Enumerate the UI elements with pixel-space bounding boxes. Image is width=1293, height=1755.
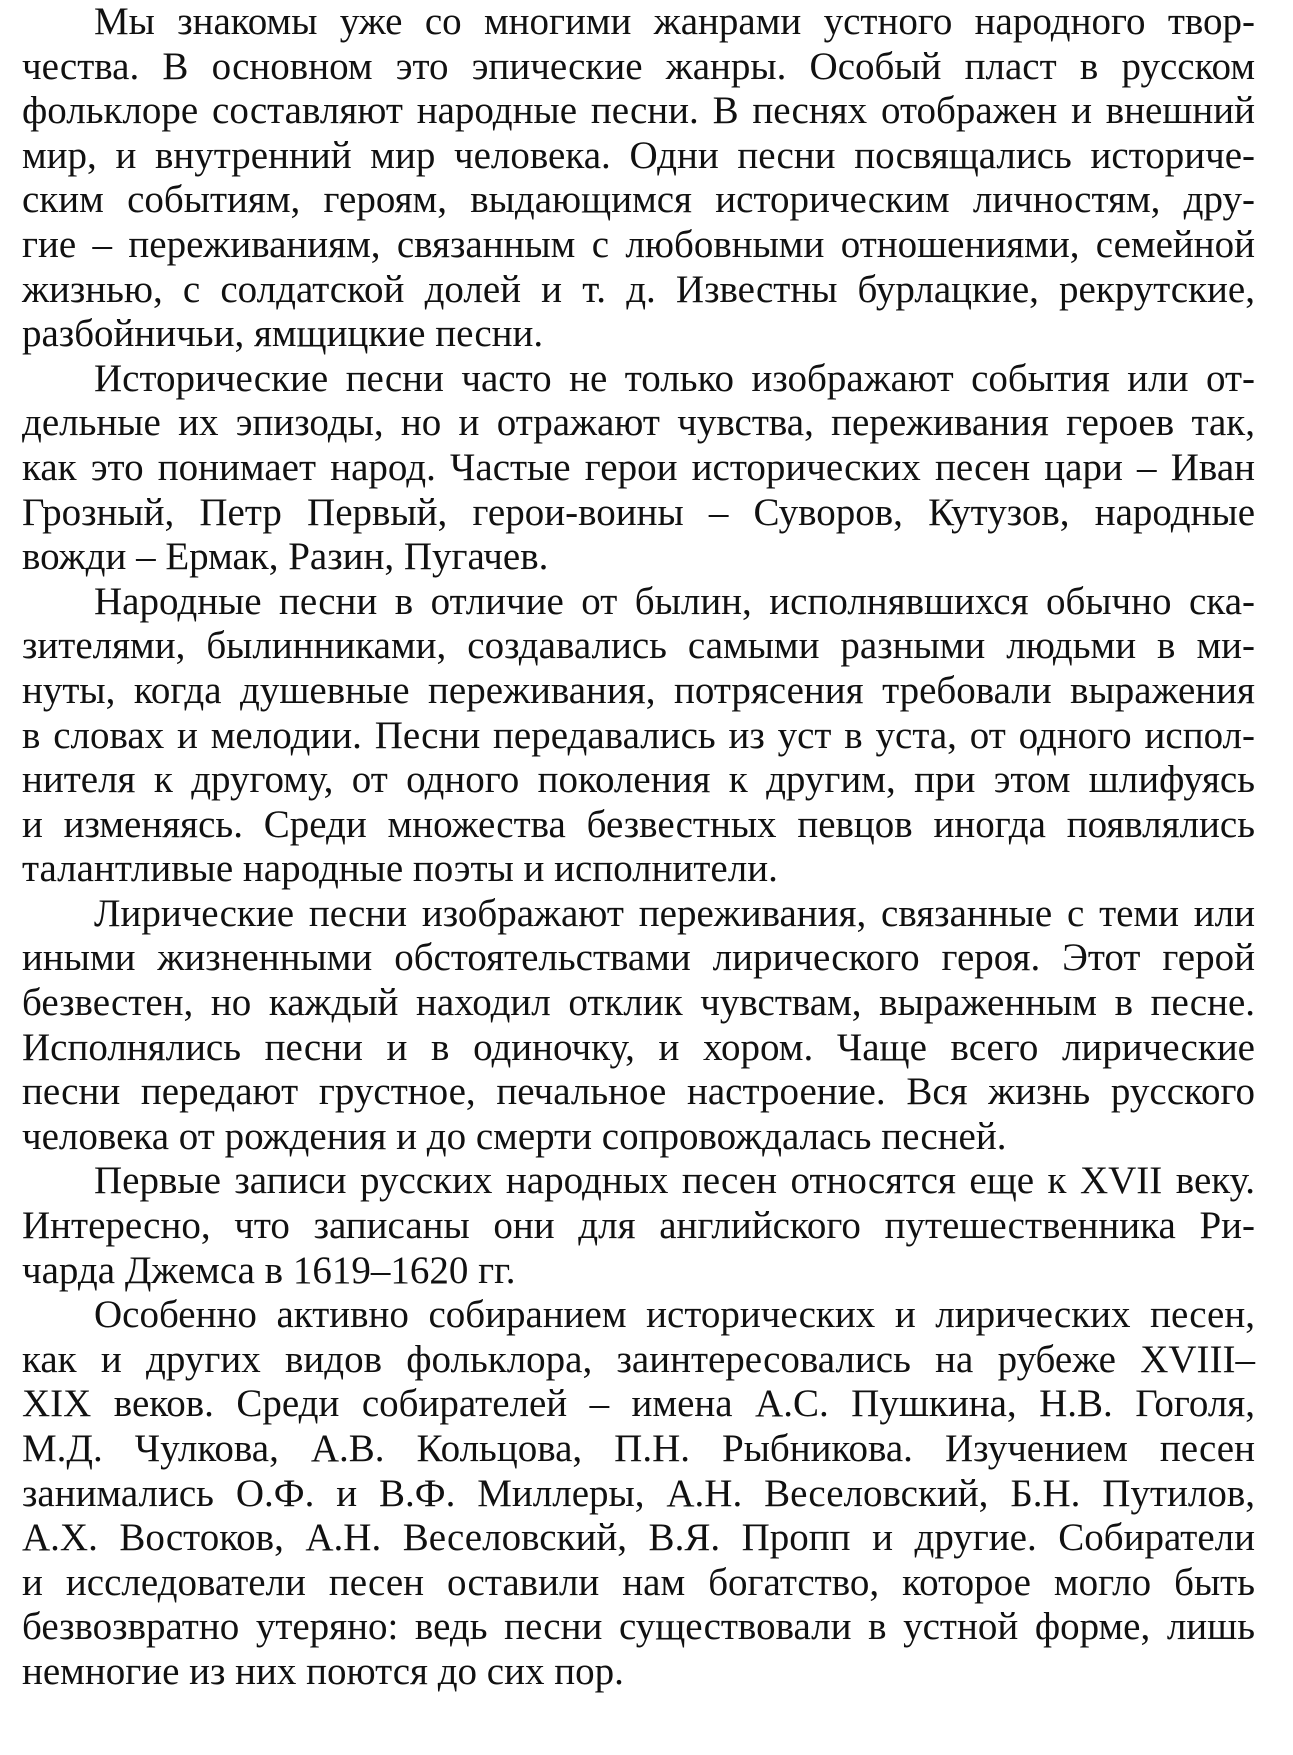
text-line: нуты, когда душевные переживания, потрясения требовали выражения xyxy=(22,668,1255,712)
text-line: песни передают грустное, печальное настроение. Вся жизнь русского xyxy=(22,1070,1255,1114)
document-page xyxy=(22,0,1255,1755)
text-line: Лирические песни изображают переживания, связанные с теми или xyxy=(94,891,1255,935)
text-line: чества. В основном это эпические жанры. Особый пласт в русском xyxy=(22,44,1255,88)
text-line: нителя к другому, от одного поколения к другим, при этом шлифуясь xyxy=(22,758,1255,802)
text-line: Грозный, Петр Первый, герои-воины – Суворов, Кутузов, народные xyxy=(22,490,1255,534)
text-line: немногие из них поются до сих пор. xyxy=(22,1649,624,1693)
text-line: и исследователи песен оставили нам богатство, которое могло быть xyxy=(22,1560,1255,1604)
text-line: безвестен, но каждый находил отклик чувствам, выраженным в песне. xyxy=(22,981,1255,1025)
text-line: фольклоре составляют народные песни. В песнях отображен и внешний xyxy=(22,89,1255,133)
text-line: Интересно, что записаны они для английского путешественника Ри- xyxy=(22,1204,1255,1248)
text-line: талантливые народные поэты и исполнители. xyxy=(22,847,778,891)
text-line: чарда Джемса в 1619–1620 гг. xyxy=(22,1248,516,1292)
text-line: как это понимает народ. Частые герои исторических песен цари – Иван xyxy=(22,445,1255,489)
text-line: зителями, былинниками, создавались самыми разными людьми в ми- xyxy=(22,624,1255,668)
text-line: М.Д. Чулкова, А.В. Кольцова, П.Н. Рыбникова. Изучением песен xyxy=(22,1427,1255,1470)
text-line: жизнью, с солдатской долей и т. д. Известны бурлацкие, рекрутские, xyxy=(22,267,1255,311)
text-line: Народные песни в отличие от былин, исполнявшихся обычно ска- xyxy=(94,579,1255,623)
text-line: иными жизненными обстоятельствами лирического героя. Этот герой xyxy=(22,936,1255,980)
text-line: гие – переживаниям, связанным с любовными отношениями, семейной xyxy=(22,222,1255,266)
text-line: как и других видов фольклора, заинтересовались на рубеже XVIII– xyxy=(22,1337,1255,1381)
text-line: мир, и внутренний мир человека. Одни песни посвящались историче- xyxy=(22,133,1255,177)
text-line: человека от рождения и до смерти сопровождалась песней. xyxy=(22,1114,1007,1158)
text-line: А.Х. Востоков, А.Н. Веселовский, В.Я. Пропп и другие. Собиратели xyxy=(22,1516,1255,1560)
text-line: вожди – Ермак, Разин, Пугачев. xyxy=(22,535,549,579)
text-line: XIX веков. Среди собирателей – имена А.С. Пушкина, Н.В. Гоголя, xyxy=(22,1382,1255,1426)
text-line: дельные их эпизоды, но и отражают чувства, переживания героев так, xyxy=(22,401,1255,445)
paragraph-2 xyxy=(22,357,1255,580)
text-line: Исполнялись песни и в одиночку, и хором. Чаще всего лирические xyxy=(22,1025,1255,1069)
text-line: занимались О.Ф. и В.Ф. Миллеры, А.Н. Веселовский, Б.Н. Путилов, xyxy=(22,1471,1255,1515)
paragraph-3 xyxy=(22,580,1255,892)
text-line: Исторические песни часто не только изображают события или от- xyxy=(94,356,1255,400)
text-line: Первые записи русских народных песен относятся еще к XVII веку. xyxy=(94,1159,1255,1203)
paragraph-4 xyxy=(22,892,1255,1160)
text-line: безвозвратно утеряно: ведь песни существовали в устной форме, лишь xyxy=(22,1605,1255,1649)
paragraph-1 xyxy=(22,0,1255,357)
paragraph-6 xyxy=(22,1293,1255,1694)
text-line: и изменяясь. Среди множества безвестных певцов иногда появлялись xyxy=(22,802,1255,846)
text-line: Мы знакомы уже со многими жанрами устного народного твор- xyxy=(94,0,1255,43)
text-line: Особенно активно собиранием исторических и лирических песен, xyxy=(94,1293,1255,1337)
text-line: разбойничьи, ямщицкие песни. xyxy=(22,312,544,356)
paragraph-5 xyxy=(22,1159,1255,1293)
text-line: в словах и мелодии. Песни передавались из уст в уста, от одного испол- xyxy=(22,713,1255,757)
text-line: ским событиям, героям, выдающимся историческим личностям, дру- xyxy=(22,178,1255,222)
